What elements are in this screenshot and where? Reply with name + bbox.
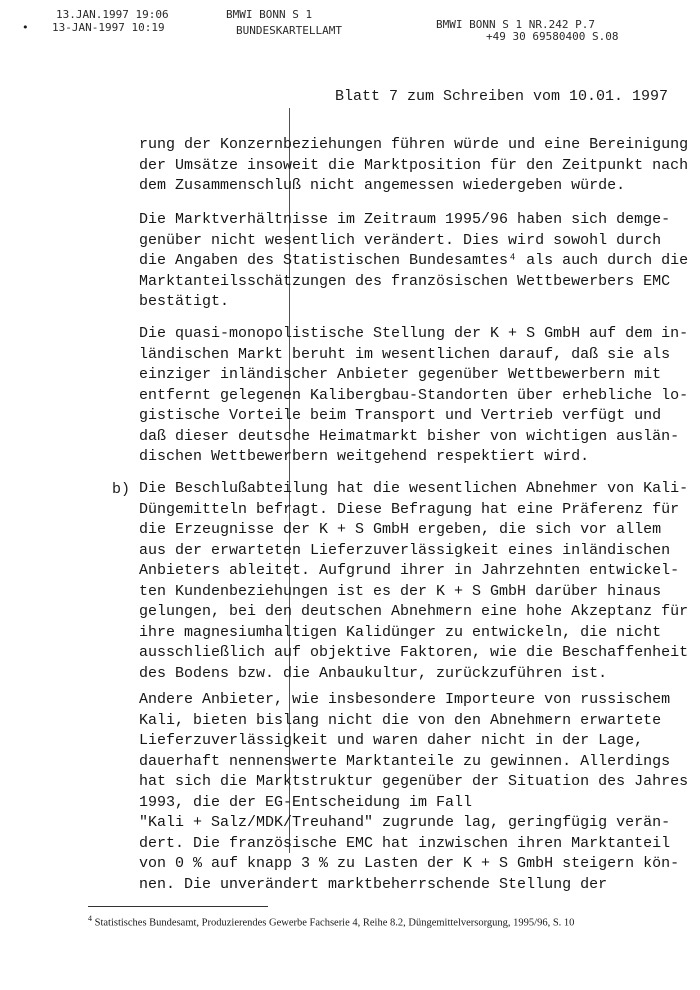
text-line: des Bodens bzw. die Anbaukultur, zurückzuführen ist. bbox=[139, 664, 608, 682]
text-line: entfernt gelegenen Kalibergbau-Standorten über erhebliche lo- bbox=[139, 386, 689, 404]
footnote-divider bbox=[88, 906, 268, 907]
text-line: gelungen, bei den deutschen Abnehmern eine hohe Akzeptanz für bbox=[139, 603, 689, 620]
text-line: daß dieser deutsche Heimatmarkt bisher von wichtigen auslän- bbox=[139, 427, 680, 445]
text-line: ihre magnesiumhaltigen Kalidünger zu entwickeln, die nicht bbox=[139, 623, 662, 641]
text-line: "Kali + Salz/MDK/Treuhand" zugrunde lag, geringfügig verän- bbox=[139, 814, 671, 831]
text-line: hat sich die Marktstruktur gegenüber der Situation des Jahres bbox=[139, 773, 689, 790]
text-line: der Umsätze insoweit die Marktposition für den Zeitpunkt nach bbox=[139, 156, 689, 174]
fax-page-info: BMWI BONN S 1 NR.242 P.7 bbox=[436, 18, 595, 31]
text-line: dem Zusammenschluß nicht angemessen wiedergeben würde. bbox=[139, 177, 626, 194]
text-line: dert. Die französische EMC hat inzwischen ihren Marktanteil bbox=[139, 834, 671, 852]
text-line: gistische Vorteile beim Transport und Vertrieb verfügt und bbox=[139, 407, 662, 424]
paragraph-5 bbox=[139, 690, 689, 895]
text-line: Kali, bieten bislang nicht die von den Abnehmern erwartete bbox=[139, 711, 662, 729]
text-line: dauerhaft nennenswerte Marktanteile zu gewinnen. Allerdings bbox=[139, 752, 671, 770]
text-line: rung der Konzernbeziehungen führen würde und eine Bereinigung bbox=[139, 136, 689, 153]
fax-recipient: BUNDESKARTELLAMT bbox=[236, 24, 342, 37]
text-line: Die Beschlußabteilung hat die wesentlichen Abnehmer von Kali- bbox=[139, 480, 689, 497]
text-line: ten Kundenbeziehungen ist es der K + S GmbH darüber hinaus bbox=[139, 582, 662, 600]
text-line: ländischen Markt beruht im wesentlichen darauf, daß sie als bbox=[139, 345, 671, 363]
paragraph-2 bbox=[139, 210, 689, 313]
paragraph-4 bbox=[139, 479, 689, 684]
text-line: Marktanteilsschätzungen des französischen Wettbewerbers EMC bbox=[139, 272, 671, 290]
text-line: bestätigt. bbox=[139, 293, 230, 310]
fax-number: +49 30 69580400 S.08 bbox=[486, 30, 619, 43]
text-line: Anbieters ableitet. Aufgrund ihrer in Jahrzehnten entwickel- bbox=[139, 562, 680, 579]
text-line: von 0 % auf knapp 3 % zu Lasten der K + S GmbH steigern kön- bbox=[139, 855, 680, 872]
text-line: aus der erwarteten Lieferzuverlässigkeit eines inländischen bbox=[139, 541, 671, 559]
text-line: Andere Anbieter, wie insbesondere Importeure von russischem bbox=[139, 691, 671, 708]
text-line: genüber nicht wesentlich verändert. Dies wird sowohl durch bbox=[139, 231, 662, 249]
text-line: dischen Wettbewerbern weitgehend respektiert wird. bbox=[139, 448, 590, 465]
paragraph-1 bbox=[139, 135, 689, 197]
text-line: einziger inländischer Anbieter gegenüber Wettbewerbern mit bbox=[139, 366, 662, 383]
footnote-number: 4 bbox=[88, 914, 92, 923]
text-line: nen. Die unverändert marktbeherrschende Stellung der bbox=[139, 875, 608, 893]
text-line: die Angaben des Statistischen Bundesamtes⁴ als auch durch die bbox=[139, 252, 689, 269]
text-line: ausschließlich auf objektive Faktoren, wie die Beschaffenheit bbox=[139, 644, 689, 661]
fax-timestamp-2: 13-JAN-1997 10:19 bbox=[52, 21, 165, 34]
paragraph-3 bbox=[139, 324, 689, 468]
text-line: 1993, die der EG-Entscheidung im Fall bbox=[139, 793, 473, 811]
list-item-label: b) bbox=[112, 481, 131, 498]
fax-timestamp-1: 13.JAN.1997 19:06 bbox=[56, 8, 169, 21]
text-line: Düngemitteln befragt. Diese Befragung hat eine Präferenz für bbox=[139, 500, 680, 518]
text-line: Lieferzuverlässigkeit und waren daher nicht in der Lage, bbox=[139, 732, 644, 749]
page-reference: Blatt 7 zum Schreiben vom 10.01. 1997 bbox=[335, 88, 669, 105]
footnote-text: Statistisches Bundesamt, Produzierendes Gewerbe Fachserie 4, Reihe 8.2, Düngemittelversorgung, 1995/96, S. 10 bbox=[94, 917, 575, 929]
fax-mark: • bbox=[22, 21, 29, 34]
fax-sender: BMWI BONN S 1 bbox=[226, 8, 313, 21]
text-line: die Erzeugnisse der K + S GmbH ergeben, die sich vor allem bbox=[139, 521, 662, 538]
text-line: Die quasi-monopolistische Stellung der K + S GmbH auf dem in- bbox=[139, 325, 689, 342]
text-line: Die Marktverhältnisse im Zeitraum 1995/96 haben sich demge- bbox=[139, 211, 671, 228]
footnote bbox=[88, 914, 688, 929]
